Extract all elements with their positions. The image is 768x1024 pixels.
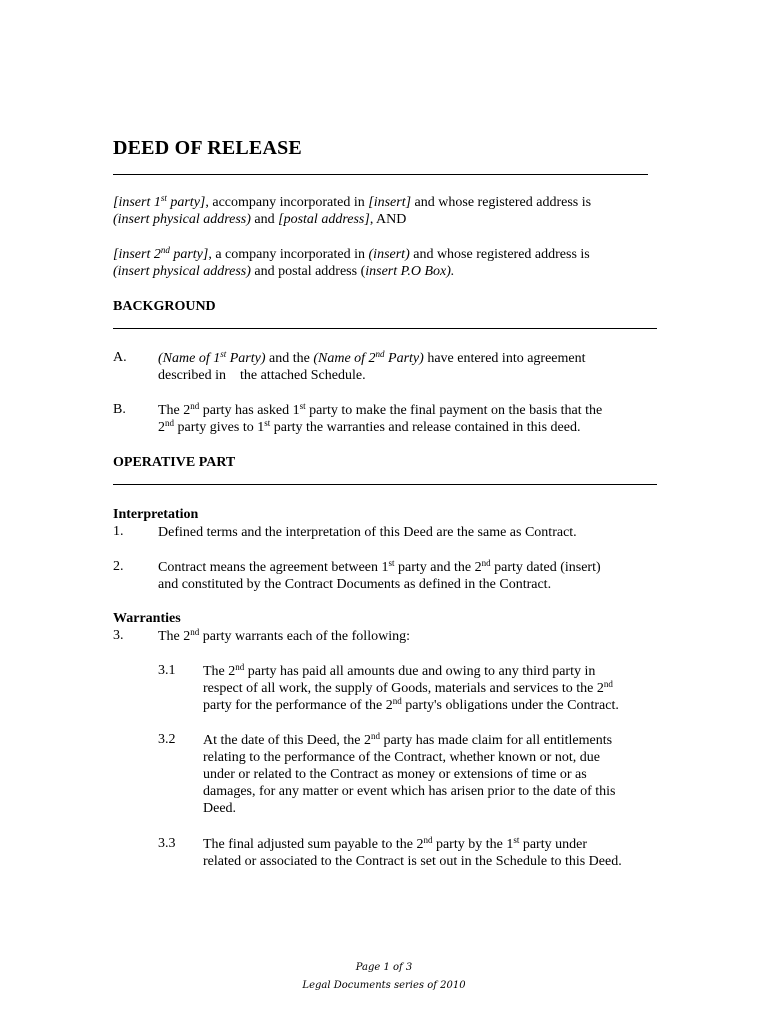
item-number: B. xyxy=(113,402,126,417)
document-title: DEED OF RELEASE xyxy=(113,137,302,159)
item-number: 2. xyxy=(113,559,124,574)
item-number: 3. xyxy=(113,628,124,643)
item-text: The 2nd party has asked 1st party to make the final payment on the basis that the 2nd party gives to 1st party the warranties and release contained in this deed. xyxy=(158,401,603,435)
party-1-paragraph: [insert 1st party], accompany incorporated in [insert] and whose registered address is (insert physical address) and [postal address], AND xyxy=(113,193,592,227)
item-number: 3.2 xyxy=(158,732,176,747)
interpretation-heading: Interpretation xyxy=(113,507,199,522)
item-text: Defined terms and the interpretation of this Deed are the same as Contract. xyxy=(158,525,577,540)
operative-heading: OPERATIVE PART xyxy=(113,455,236,470)
item-text: At the date of this Deed, the 2nd party has made claim for all entitlements relating to the performance of the Contract, whether known or not, due under or related to the Contract as money or extensions of time or as damages, for any matter or event which has arisen prior to the date of this Deed. xyxy=(203,731,616,816)
footer-series: Legal Documents series of 2010 xyxy=(302,980,466,991)
warranties-heading: Warranties xyxy=(113,611,181,626)
item-number: 3.1 xyxy=(158,663,176,678)
item-number: 1. xyxy=(113,524,124,539)
item-number: 3.3 xyxy=(158,836,176,851)
party-2-paragraph: [insert 2nd party], a company incorporated in (insert) and whose registered address is (insert physical address) and postal address (insert P.O Box). xyxy=(113,245,590,279)
item-text: (Name of 1st Party) and the (Name of 2nd Party) have entered into agreement described in the attached Schedule. xyxy=(158,349,586,383)
item-text: The 2nd party warrants each of the following: xyxy=(158,627,410,644)
item-text: The final adjusted sum payable to the 2nd party by the 1st party under related or associated to the Contract is set out in the Schedule to this Deed. xyxy=(203,835,622,869)
item-text: The 2nd party has paid all amounts due and owing to any third party in respect of all work, the supply of Goods, materials and services to the 2nd party for the performance of the 2nd party's obligations under the Contract. xyxy=(203,662,619,713)
title-rule xyxy=(113,174,648,175)
footer-page-number: Page 1 of 3 xyxy=(355,962,413,973)
background-heading: BACKGROUND xyxy=(113,299,216,314)
item-number: A. xyxy=(113,350,127,365)
item-text: Contract means the agreement between 1st party and the 2nd party dated (insert) and constituted by the Contract Documents as defined in the Contract. xyxy=(158,558,601,592)
background-rule xyxy=(113,328,657,329)
operative-rule xyxy=(113,484,657,485)
